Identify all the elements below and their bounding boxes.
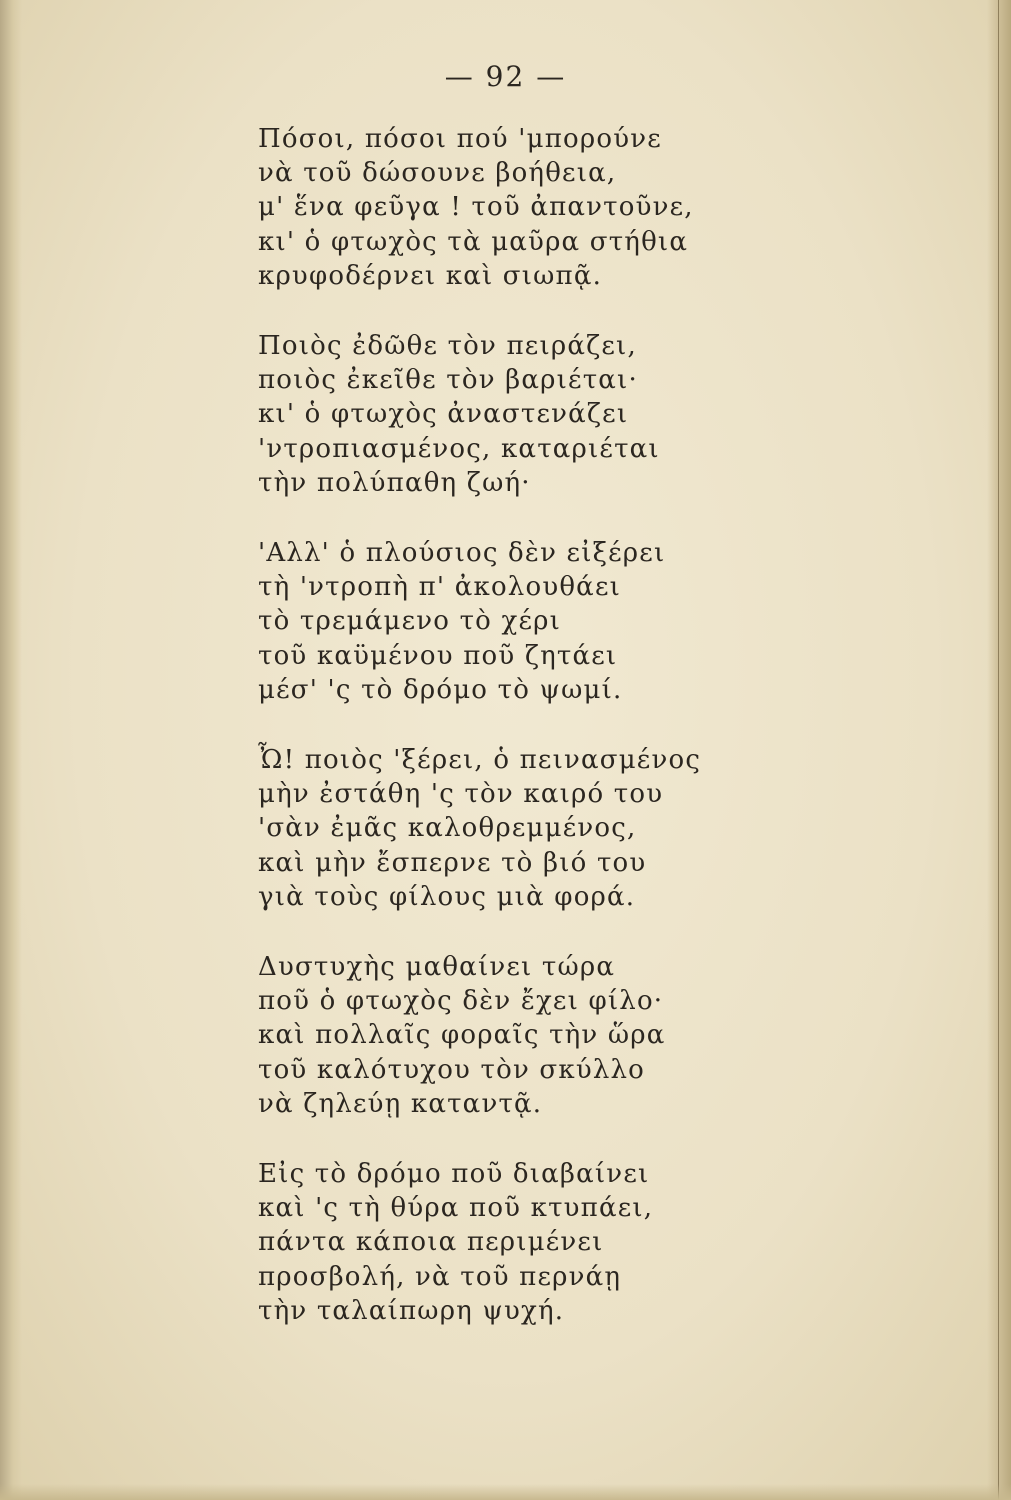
poem-line: τὴν ταλαίπωρη ψυχή. (258, 1295, 565, 1326)
poem-line: καὶ πολλαῖς φοραῖς τὴν ὥρα (258, 1020, 666, 1051)
page-number: — 92 — (444, 60, 567, 93)
poem-line: νὰ ζηλεύῃ καταντᾷ. (258, 1088, 543, 1119)
stanza-3 (258, 536, 818, 707)
poem (258, 122, 818, 1364)
stanza-1 (258, 122, 818, 293)
poem-line: Ποιὸς ἐδῶθε τὸν πειράζει, (258, 331, 637, 362)
poem-line: Δυστυχὴς μαθαίνει τώρα (258, 952, 616, 983)
poem-line: τοῦ καϋμένου ποῦ ζητάει (258, 640, 618, 671)
poem-line: νὰ τοῦ δώσουνε βοήθεια, (258, 158, 617, 189)
poem-line: Ὦ! ποιὸς 'ξέρει, ὁ πεινασμένος (258, 745, 702, 776)
poem-line: 'Αλλ' ὁ πλούσιος δὲν εἰξέρει (258, 538, 666, 569)
poem-line: γιὰ τοὺς φίλους μιὰ φορά. (258, 881, 636, 912)
page-edge-line (998, 0, 999, 1500)
poem-line: τὴ 'ντροπὴ π' ἀκολουθάει (258, 572, 622, 603)
poem-line: τοῦ καλότυχου τὸν σκύλλο (258, 1054, 646, 1085)
poem-line: μ' ἕνα φεῦγα ! τοῦ ἀπαντοῦνε, (258, 192, 694, 223)
poem-line: κρυφοδέρνει καὶ σιωπᾷ. (258, 260, 603, 291)
poem-line: κι' ὁ φτωχὸς τὰ μαῦρα στήθια (258, 226, 689, 257)
page-bottom-edge (0, 1484, 1011, 1500)
poem-line: τὸ τρεμάμενο τὸ χέρι (258, 606, 561, 637)
poem-line: 'ντροπιασμένος, καταριέται (258, 433, 660, 464)
page-gutter-shadow (0, 0, 22, 1500)
poem-line: ποῦ ὁ φτωχὸς δὲν ἔχει φίλο· (258, 986, 664, 1017)
poem-line: κι' ὁ φτωχὸς ἀναστενάζει (258, 399, 629, 430)
poem-line: προσβολή, νὰ τοῦ περνάῃ (258, 1261, 622, 1292)
stanza-5 (258, 950, 818, 1121)
poem-line: ποιὸς ἐκεῖθε τὸν βαριέται· (258, 365, 638, 396)
stanza-6 (258, 1157, 818, 1328)
poem-line: καὶ μὴν ἔσπερνε τὸ βιό του (258, 847, 647, 878)
poem-line: πάντα κάποια περιμένει (258, 1227, 604, 1258)
poem-line: Πόσοι, πόσοι πού 'μπορούνε (258, 124, 662, 154)
poem-line: τὴν πολύπαθη ζωή· (258, 467, 531, 498)
poem-line: μέσ' 'ς τὸ δρόμο τὸ ψωμί. (258, 674, 623, 705)
poem-line: μὴν ἐστάθη 'ς τὸν καιρό του (258, 779, 664, 810)
page-right-edge (987, 0, 1011, 1500)
poem-line: καὶ 'ς τὴ θύρα ποῦ κτυπάει, (258, 1193, 654, 1224)
stanza-4 (258, 743, 818, 914)
poem-line: Εἰς τὸ δρόμο ποῦ διαβαίνει (258, 1159, 650, 1190)
stanza-2 (258, 329, 818, 500)
poem-line: 'σὰν ἐμᾶς καλοθρεμμένος, (258, 813, 637, 844)
